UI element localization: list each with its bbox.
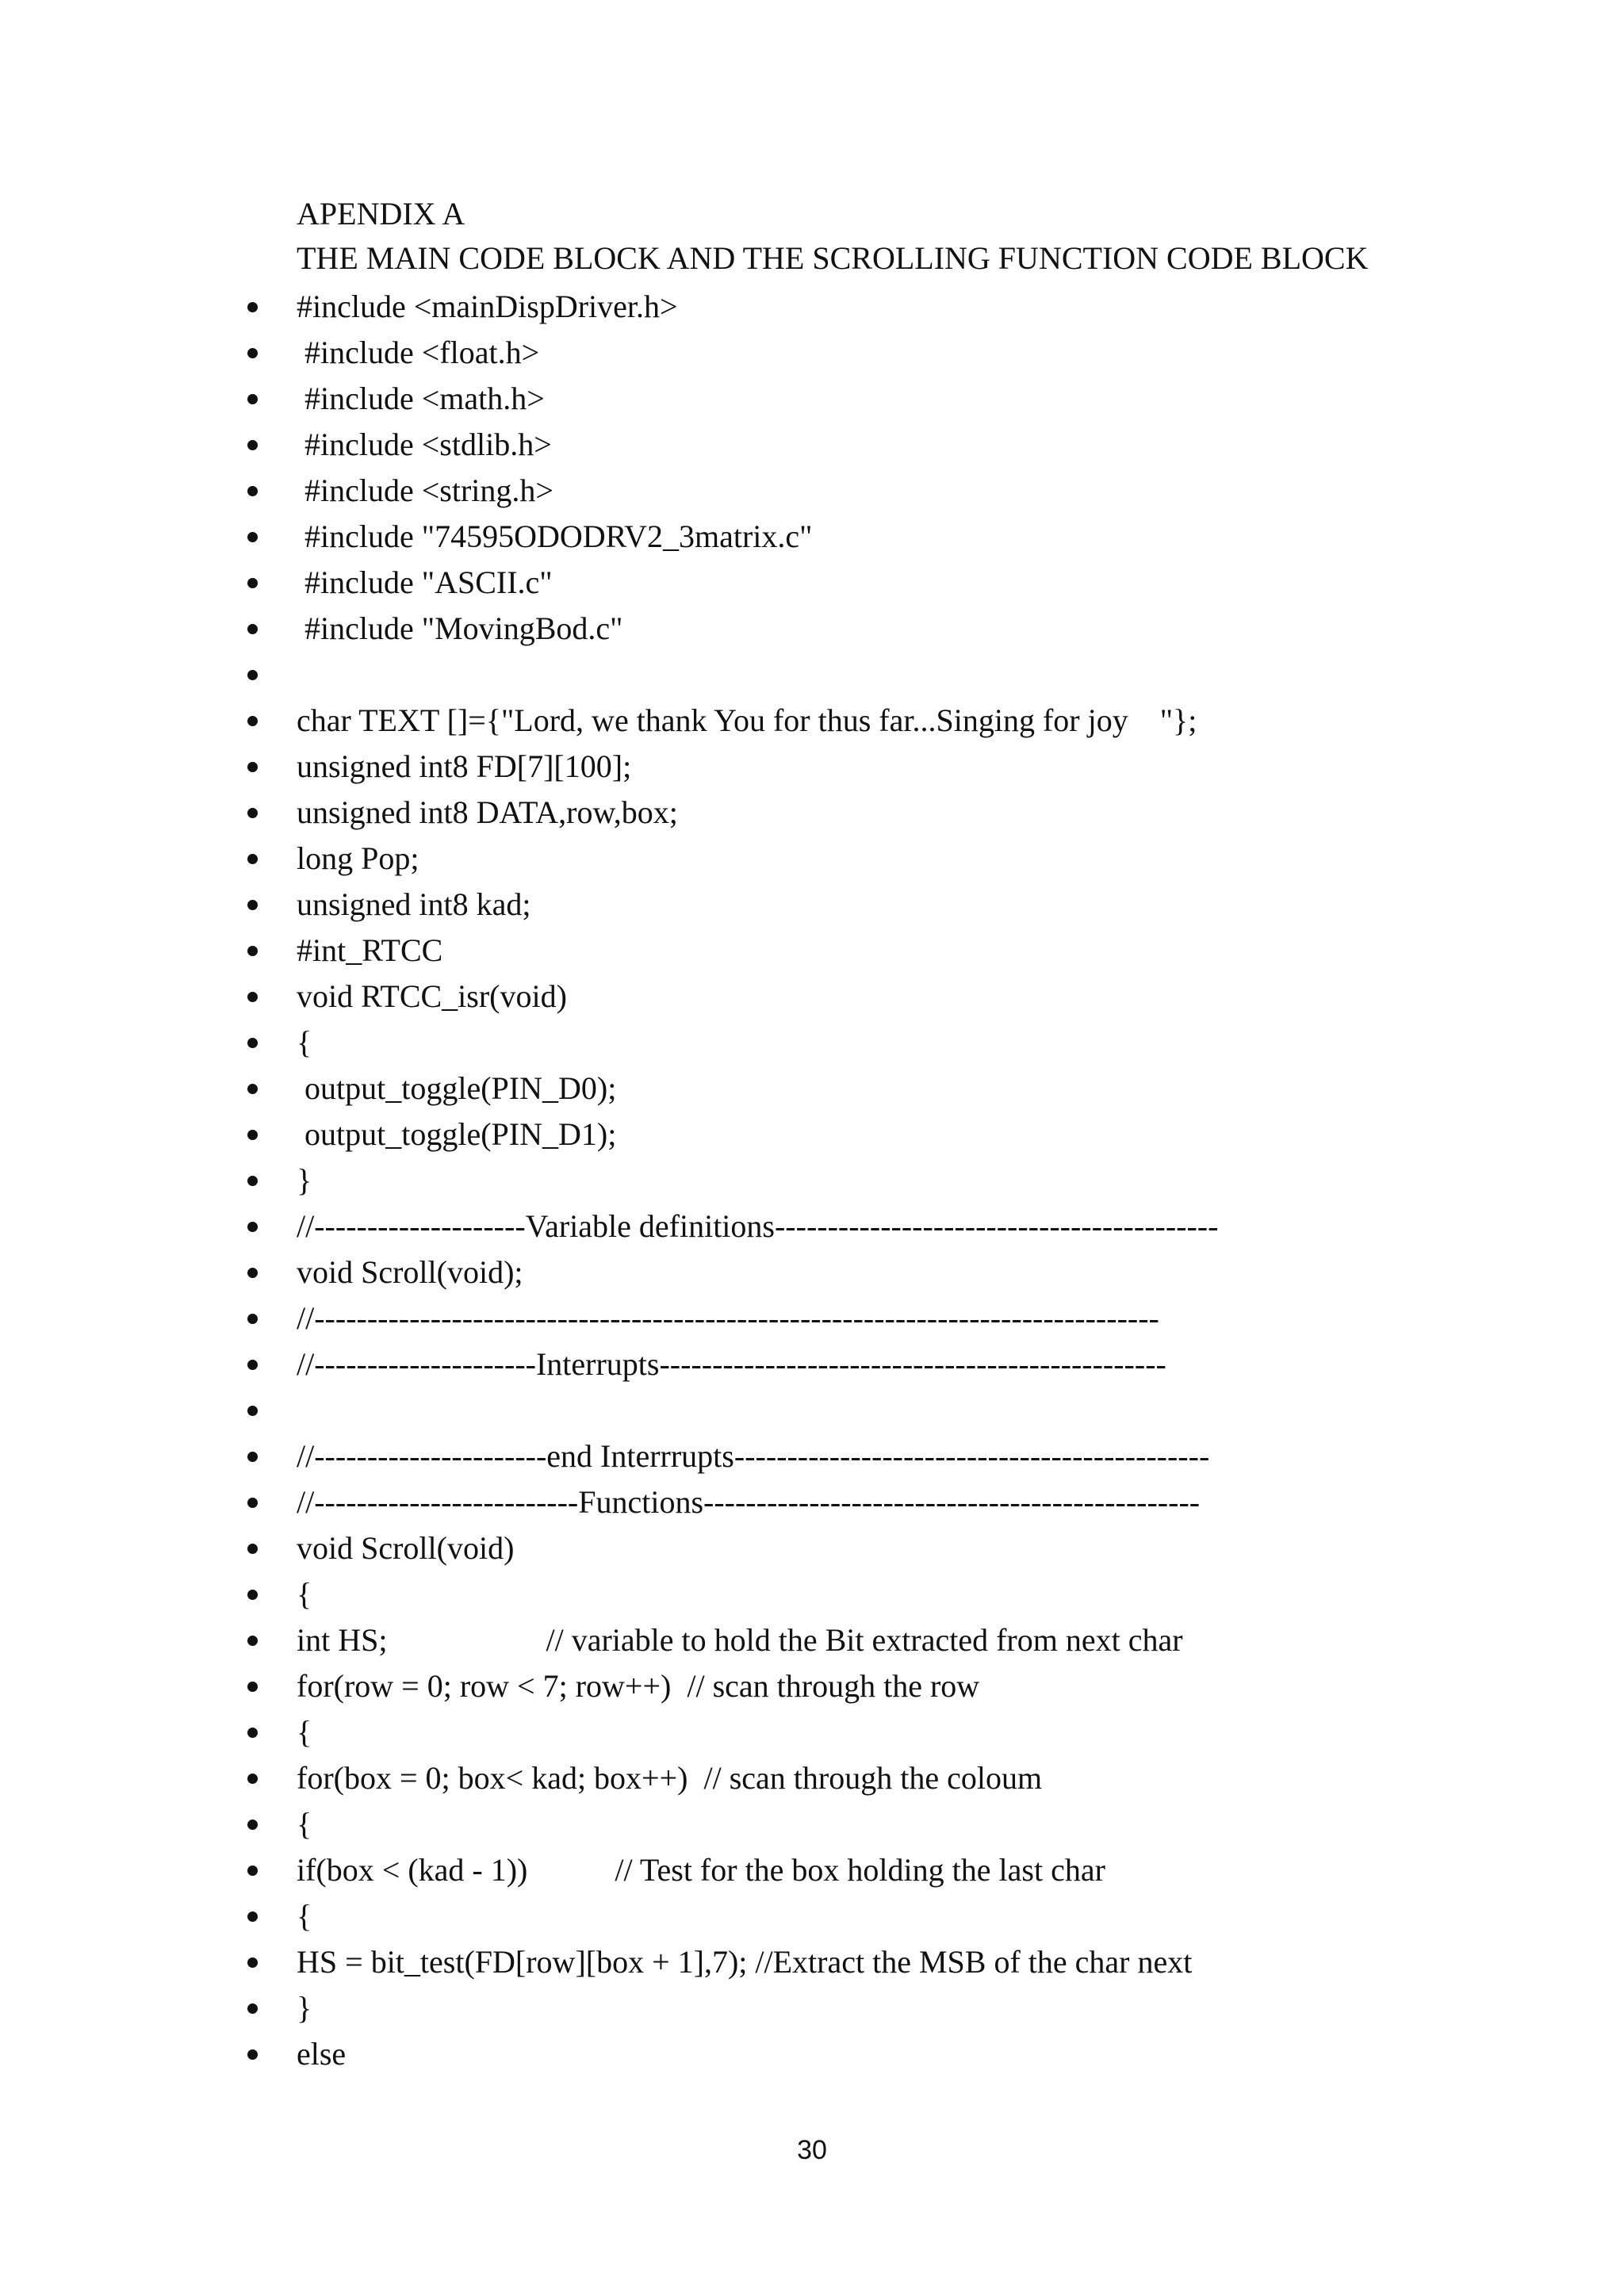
code-text: {: [297, 1024, 312, 1060]
bullet-icon: [247, 946, 258, 956]
bullet-icon: [247, 762, 258, 772]
code-text: #include <string.h>: [297, 473, 553, 508]
code-text: #include <mainDispDriver.h>: [297, 289, 678, 324]
bullet-icon: [247, 1038, 258, 1048]
bullet-icon: [247, 2049, 258, 2060]
code-text: #include <math.h>: [297, 381, 545, 416]
code-line: [0, 1249, 1624, 1295]
code-text: #include "74595ODODRV2_3matrix.c": [297, 519, 813, 554]
code-text: else: [297, 2036, 347, 2072]
bullet-icon: [247, 348, 258, 358]
code-line: [0, 1341, 1624, 1387]
bullet-icon: [247, 302, 258, 312]
code-text: //-------------------------Functions-----------------------------------------------: [297, 1484, 1201, 1520]
bullet-icon: [247, 440, 258, 450]
bullet-icon: [247, 1820, 258, 1830]
code-line: [0, 1939, 1624, 1985]
code-listing: [0, 284, 1624, 2077]
bullet-icon: [247, 670, 258, 680]
code-text: #include <float.h>: [297, 335, 540, 370]
code-line: [0, 1525, 1624, 1571]
bullet-icon: [247, 992, 258, 1002]
code-line: [0, 744, 1624, 790]
code-line: [0, 1893, 1624, 1939]
code-line: [0, 1985, 1624, 2031]
code-line: [0, 1755, 1624, 1801]
code-line: [0, 1203, 1624, 1249]
code-text: #include "MovingBod.c": [297, 610, 623, 646]
code-text: output_toggle(PIN_D0);: [297, 1070, 617, 1106]
bullet-icon: [247, 1728, 258, 1738]
appendix-subheading: THE MAIN CODE BLOCK AND THE SCROLLING FUNCTION CODE BLOCK: [297, 240, 1369, 276]
code-line: [0, 1387, 1624, 1433]
bullet-icon: [247, 1636, 258, 1646]
code-line: [0, 1571, 1624, 1617]
bullet-icon: [247, 1084, 258, 1094]
bullet-icon: [247, 1452, 258, 1462]
code-text: #int_RTCC: [297, 932, 443, 968]
code-line: [0, 928, 1624, 974]
code-line: [0, 1479, 1624, 1525]
code-text: HS = bit_test(FD[row][box + 1],7); //Extract the MSB of the char next: [297, 1944, 1193, 1980]
code-text: long Pop;: [297, 840, 419, 876]
code-text: void RTCC_isr(void): [297, 978, 567, 1014]
code-text: #include "ASCII.c": [297, 564, 553, 600]
code-text: }: [297, 1162, 312, 1198]
bullet-icon: [247, 532, 258, 542]
code-text: //---------------------Interrupts------------------------------------------------: [297, 1346, 1166, 1382]
code-line: [0, 560, 1624, 606]
bullet-icon: [247, 1682, 258, 1692]
code-text: void Scroll(void): [297, 1530, 515, 1566]
code-line: [0, 836, 1624, 882]
code-line: [0, 1158, 1624, 1203]
code-text: for(row = 0; row < 7; row++) // scan through the row: [297, 1668, 980, 1704]
bullet-icon: [247, 1911, 258, 1922]
code-line: [0, 652, 1624, 698]
code-line: [0, 468, 1624, 514]
bullet-icon: [247, 1406, 258, 1416]
bullet-icon: [247, 1360, 258, 1370]
code-text: char TEXT []={"Lord, we thank You for thus far...Singing for joy "};: [297, 702, 1197, 738]
bullet-icon: [247, 1268, 258, 1278]
code-text: int HS; // variable to hold the Bit extracted from next char: [297, 1622, 1183, 1658]
code-text: {: [297, 1576, 312, 1612]
code-line: [0, 2031, 1624, 2077]
bullet-icon: [247, 900, 258, 910]
code-line: [0, 1066, 1624, 1112]
bullet-icon: [247, 808, 258, 818]
code-line: [0, 1709, 1624, 1755]
code-text: output_toggle(PIN_D1);: [297, 1116, 617, 1152]
code-text: //----------------------end Interrrupts---------------------------------------------: [297, 1438, 1210, 1474]
code-text: #include <stdlib.h>: [297, 427, 552, 462]
bullet-icon: [247, 1222, 258, 1232]
code-text: void Scroll(void);: [297, 1254, 523, 1290]
code-text: {: [297, 1714, 312, 1750]
code-text: {: [297, 1806, 312, 1842]
bullet-icon: [247, 1498, 258, 1508]
code-line: [0, 1617, 1624, 1663]
code-text: }: [297, 1990, 312, 2026]
bullet-icon: [247, 624, 258, 634]
appendix-heading: APENDIX A: [297, 196, 465, 232]
bullet-icon: [247, 1314, 258, 1324]
bullet-icon: [247, 1544, 258, 1554]
code-line: [0, 790, 1624, 836]
code-line: [0, 1801, 1624, 1847]
bullet-icon: [247, 1130, 258, 1140]
code-line: [0, 1295, 1624, 1341]
code-line: [0, 974, 1624, 1020]
code-line: [0, 376, 1624, 422]
bullet-icon: [247, 1774, 258, 1784]
code-text: for(box = 0; box< kad; box++) // scan through the coloum: [297, 1760, 1043, 1796]
code-line: [0, 330, 1624, 376]
bullet-icon: [247, 854, 258, 864]
code-text: unsigned int8 DATA,row,box;: [297, 794, 678, 830]
bullet-icon: [247, 1176, 258, 1186]
bullet-icon: [247, 394, 258, 404]
code-text: unsigned int8 kad;: [297, 886, 531, 922]
code-line: [0, 1020, 1624, 1066]
code-line: [0, 514, 1624, 560]
code-line: [0, 882, 1624, 928]
bullet-icon: [247, 1866, 258, 1876]
bullet-icon: [247, 578, 258, 588]
code-line: [0, 1112, 1624, 1158]
bullet-icon: [247, 716, 258, 726]
code-text: if(box < (kad - 1)) // Test for the box holding the last char: [297, 1852, 1105, 1888]
page-number: 30: [797, 2135, 827, 2165]
code-line: [0, 1847, 1624, 1893]
bullet-icon: [247, 1957, 258, 1968]
bullet-icon: [247, 1590, 258, 1600]
code-line: [0, 422, 1624, 468]
code-line: [0, 1433, 1624, 1479]
bullet-icon: [247, 486, 258, 496]
code-text: //--------------------Variable definitions------------------------------------------: [297, 1208, 1219, 1244]
code-text: {: [297, 1898, 312, 1934]
bullet-icon: [247, 2003, 258, 2014]
code-line: [0, 284, 1624, 330]
code-text: //--------------------------------------------------------------------------------: [297, 1300, 1159, 1336]
code-line: [0, 698, 1624, 744]
code-line: [0, 1663, 1624, 1709]
code-line: [0, 606, 1624, 652]
code-text: unsigned int8 FD[7][100];: [297, 748, 632, 784]
